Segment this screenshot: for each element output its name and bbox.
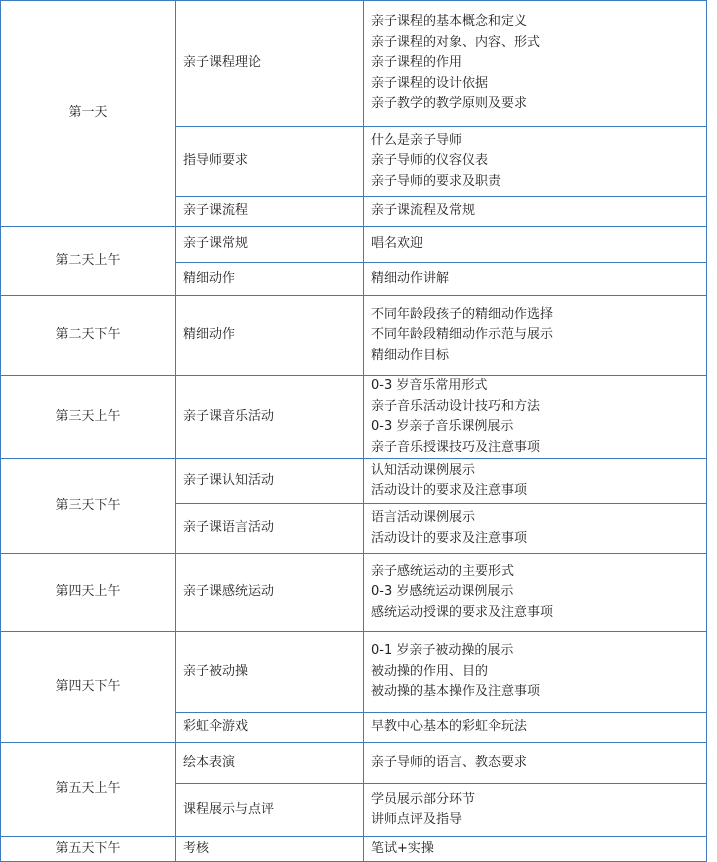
topic-cell: 考核 [176, 837, 364, 862]
detail-line: 不同年龄段孩子的精细动作选择 [371, 306, 554, 322]
detail-line: 亲子教学的教学原则及要求 [371, 96, 528, 112]
schedule-row [1, 459, 707, 504]
day-cell: 第四天下午 [1, 632, 176, 743]
detail-line: 讲师点评及指导 [371, 812, 463, 827]
detail-line: 活动设计的要求及注意事项 [371, 483, 528, 498]
detail-line: 精细动作讲解 [371, 270, 450, 286]
schedule-row [1, 743, 707, 784]
day-cell: 第三天上午 [1, 376, 176, 459]
detail-line: 活动设计的要求及注意事项 [371, 530, 528, 546]
detail-line: 亲子导师的仪容仪表 [371, 153, 489, 169]
day-cell: 第四天上午 [1, 554, 176, 632]
day-cell: 第五天下午 [1, 837, 176, 862]
day-cell: 第五天上午 [1, 743, 176, 837]
detail-line: 唱名欢迎 [371, 236, 424, 252]
topic-cell: 精细动作 [176, 296, 364, 376]
detail-line: 亲子课流程及常规 [371, 203, 476, 219]
detail-line: 亲子课程的作用 [371, 55, 463, 71]
topic-cell: 亲子课音乐活动 [176, 376, 364, 459]
detail-line: 亲子课程的基本概念和定义 [371, 14, 528, 30]
topic-cell: 亲子课流程 [176, 197, 364, 227]
detail-line: 被动操的作用、目的 [371, 663, 489, 679]
details-cell [364, 376, 707, 459]
detail-line: 不同年龄段精细动作示范与展示 [371, 327, 554, 343]
details-cell [364, 1, 707, 127]
topic-cell: 亲子课认知活动 [176, 459, 364, 504]
detail-line: 认知活动课例展示 [371, 462, 476, 478]
schedule-row [1, 554, 707, 632]
topic-cell: 指导师要求 [176, 127, 364, 197]
schedule-row [1, 1, 707, 127]
details-cell [364, 263, 707, 296]
topic-cell: 亲子课常规 [176, 227, 364, 263]
details-cell [364, 197, 707, 227]
details-cell [364, 554, 707, 632]
details-cell [364, 837, 707, 862]
detail-line: 0-3 岁感统运动课例展示 [371, 584, 514, 600]
detail-line: 精细动作目标 [371, 347, 450, 363]
schedule-row [1, 837, 707, 862]
topic-cell: 彩虹伞游戏 [176, 713, 364, 743]
detail-line: 0-3 岁亲子音乐课例展示 [371, 419, 514, 434]
topic-cell: 亲子被动操 [176, 632, 364, 713]
detail-line: 亲子音乐授课技巧及注意事项 [371, 439, 541, 455]
schedule-body [1, 1, 707, 862]
detail-line: 亲子导师的语言、教态要求 [371, 754, 528, 770]
details-cell [364, 459, 707, 504]
details-cell [364, 743, 707, 784]
topic-cell: 亲子课程理论 [176, 1, 364, 127]
detail-line: 亲子导师的要求及职责 [371, 173, 502, 189]
detail-line: 亲子音乐活动设计技巧和方法 [371, 398, 541, 414]
detail-line: 感统运动授课的要求及注意事项 [371, 604, 554, 620]
day-cell: 第三天下午 [1, 459, 176, 554]
details-cell [364, 632, 707, 713]
topic-cell: 课程展示与点评 [176, 784, 364, 837]
topic-cell: 精细动作 [176, 263, 364, 296]
day-cell: 第二天下午 [1, 296, 176, 376]
detail-line: 亲子课程的设计依据 [371, 75, 489, 91]
details-cell [364, 504, 707, 554]
schedule-row [1, 296, 707, 376]
day-cell: 第二天上午 [1, 227, 176, 296]
details-cell [364, 784, 707, 837]
schedule-row [1, 227, 707, 263]
detail-line: 早教中心基本的彩虹伞玩法 [371, 719, 528, 735]
topic-cell: 绘本表演 [176, 743, 364, 784]
topic-cell: 亲子课语言活动 [176, 504, 364, 554]
detail-line: 亲子感统运动的主要形式 [371, 563, 515, 579]
schedule-row [1, 376, 707, 459]
detail-line: 被动操的基本操作及注意事项 [371, 684, 541, 700]
schedule-row [1, 632, 707, 713]
detail-line: 语言活动课例展示 [371, 510, 476, 525]
detail-line: 笔试+实操 [371, 840, 434, 856]
detail-line: 学员展示部分环节 [371, 791, 476, 807]
detail-line: 亲子课程的对象、内容、形式 [371, 34, 541, 50]
details-cell [364, 127, 707, 197]
day-cell: 第一天 [1, 1, 176, 227]
details-cell [364, 713, 707, 743]
details-cell [364, 296, 707, 376]
detail-line: 0-3 岁音乐常用形式 [371, 378, 488, 393]
detail-line: 什么是亲子导师 [371, 132, 463, 148]
topic-cell: 亲子课感统运动 [176, 554, 364, 632]
detail-line: 0-1 岁亲子被动操的展示 [371, 643, 514, 659]
details-cell [364, 227, 707, 263]
